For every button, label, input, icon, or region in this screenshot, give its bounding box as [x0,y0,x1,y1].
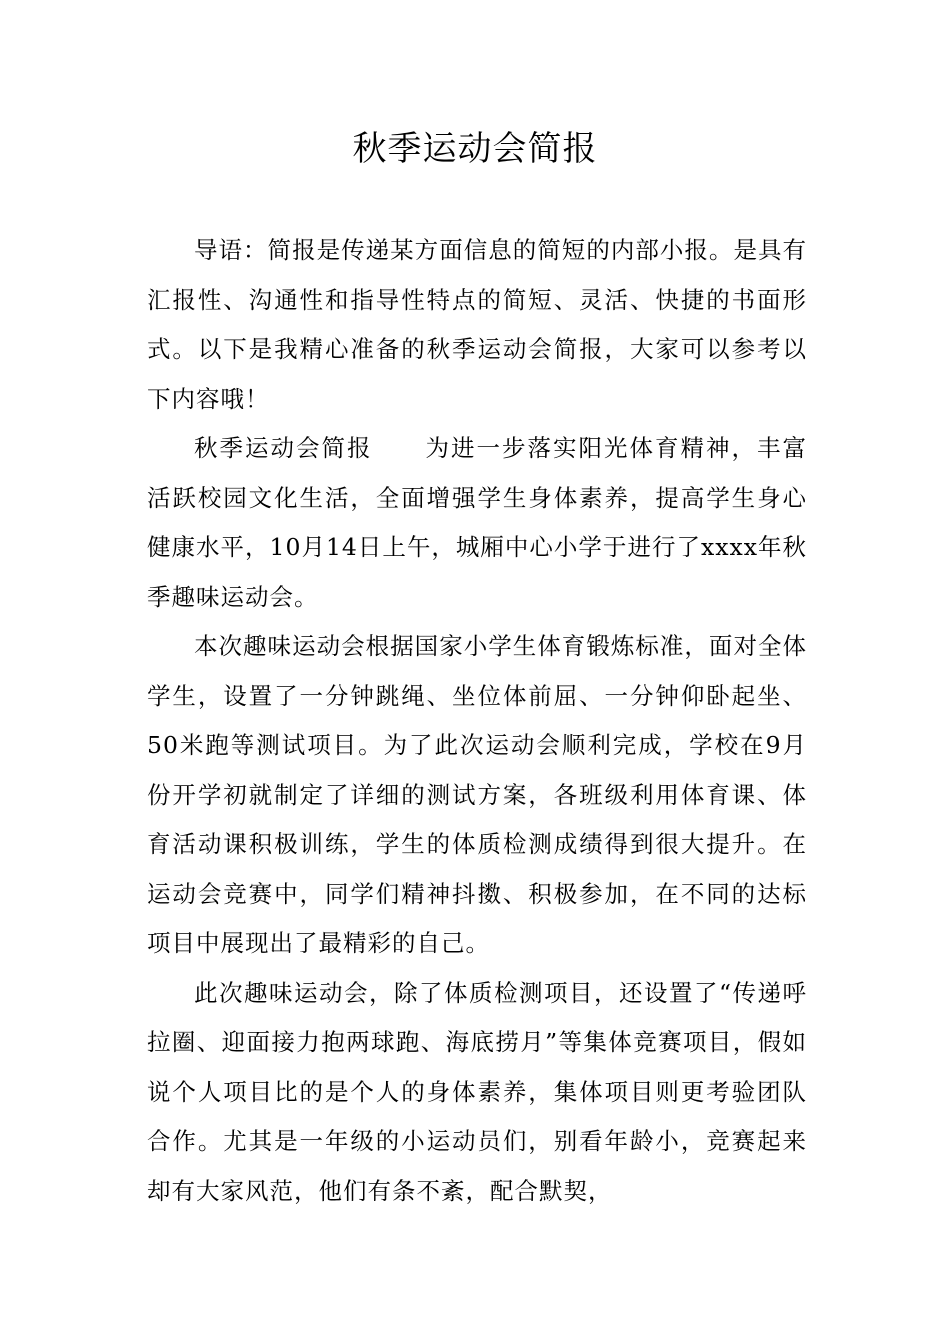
events-paragraph: 本次趣味运动会根据国家小学生体育锻炼标准，面对全体学生，设置了一分钟跳绳、坐位体前屈、一分钟仰卧起坐、50米跑等测试项目。为了此次运动会顺利完成，学校在9月份开学初就制定了详细的测试方案，各班级利用体育课、体育活动课积极训练，学生的体质检测成绩得到很大提升。在运动会竞赛中，同学们精神抖擞、积极参加，在不同的达标项目中展现出了最精彩的自己。 [147,632,807,957]
document-body [147,226,807,1216]
document-title: 秋季运动会简报 [352,129,598,169]
report-paragraph [147,424,807,622]
report-paragraph-text: 为进一步落实阳光体育精神，丰富活跃校园文化生活，全面增强学生身体素养，提高学生身心健康水平，10月14日上午，城厢中心小学于进行了xxxx年秋季趣味运动会。 [147,434,807,611]
section-heading: 秋季运动会简报 [194,434,373,462]
intro-paragraph: 导语：简报是传递某方面信息的简短的内部小报。是具有汇报性、沟通性和指导性特点的简短、灵活、快捷的书面形式。以下是我精心准备的秋季运动会简报，大家可以参考以下内容哦！ [147,236,807,413]
team-events-paragraph: 此次趣味运动会，除了体质检测项目，还设置了“传递呼拉圈、迎面接力抱两球跑、海底捞月”等集体竞赛项目，假如说个人项目比的是个人的身体素养，集体项目则更考验团队合作。尤其是一年级的小运动员们，别看年龄小，竞赛起来却有大家风范，他们有条不紊，配合默契， [147,978,807,1205]
